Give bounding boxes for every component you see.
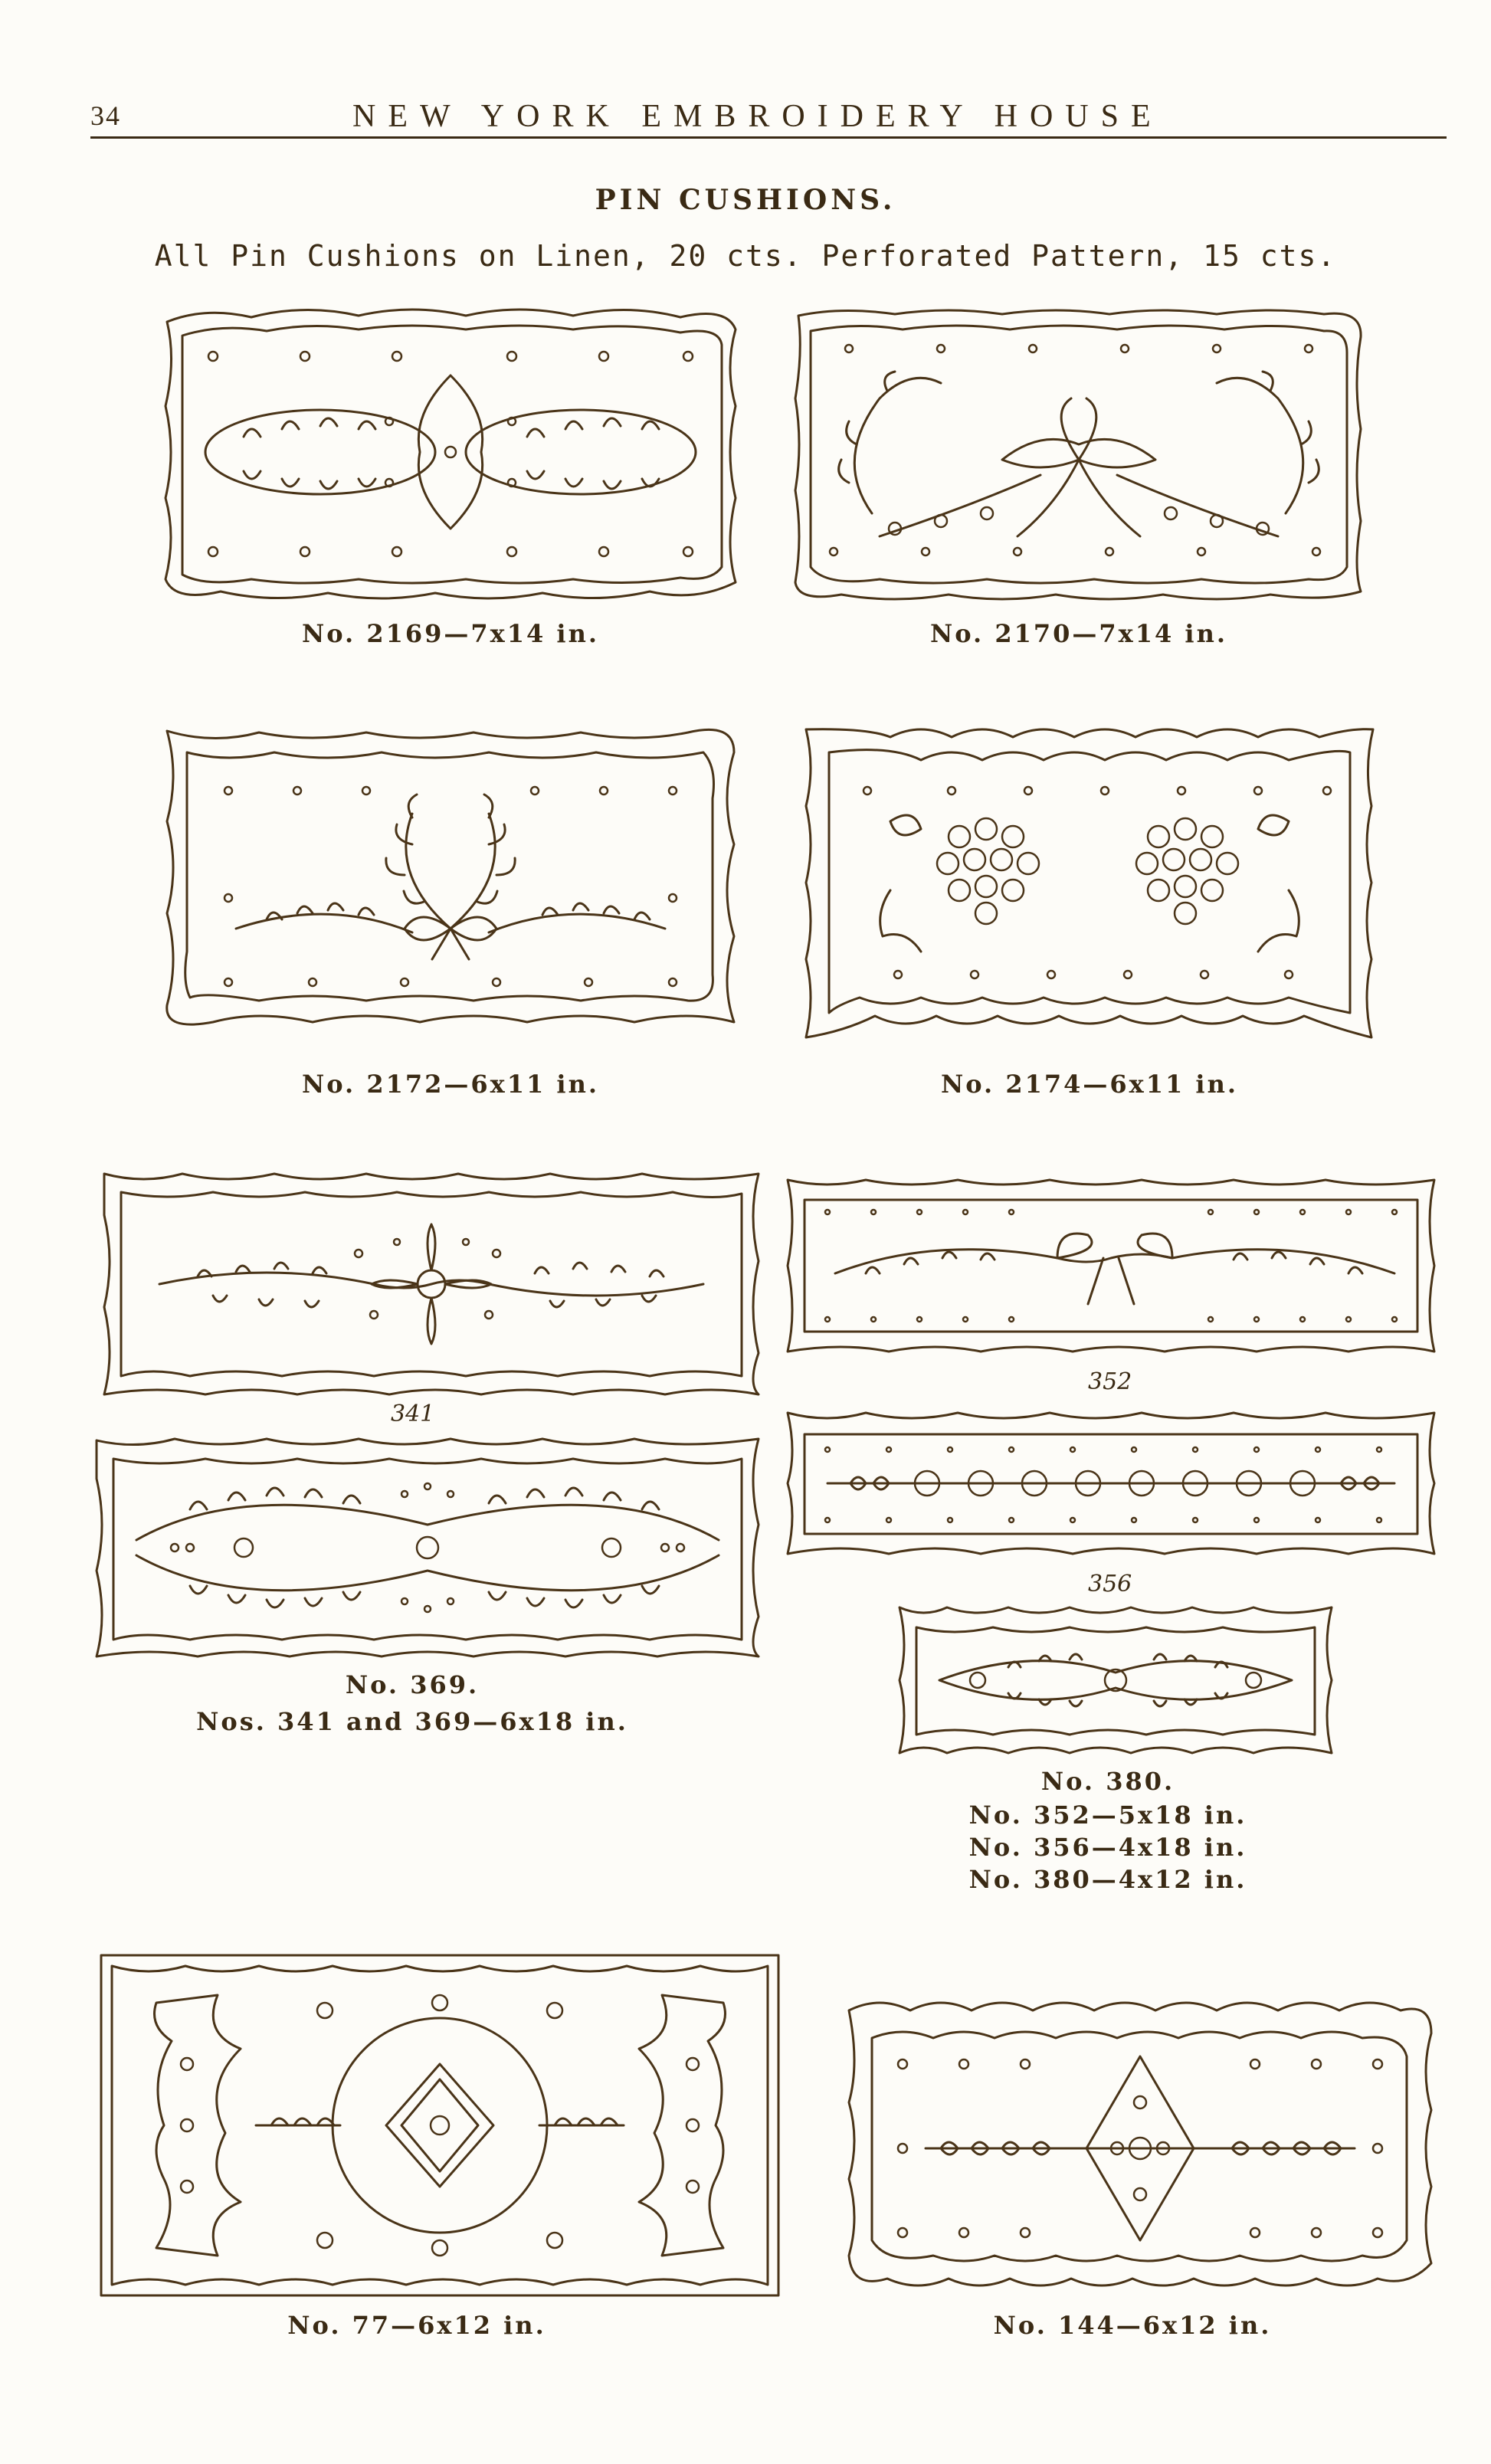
caption-2169: No. 2169—7x14 in. — [302, 619, 599, 648]
caption-369: No. 369. — [345, 1670, 480, 1699]
pattern-380 — [893, 1600, 1338, 1761]
caption-352: No. 352—5x18 in. — [968, 1800, 1247, 1830]
caption-77: No. 77—6x12 in. — [287, 2311, 546, 2340]
caption-2172: No. 2172—6x11 in. — [302, 1070, 599, 1099]
pattern-144 — [841, 1995, 1439, 2294]
header-rule — [90, 136, 1447, 139]
running-header: NEW YORK EMBROIDERY HOUSE — [352, 99, 1163, 134]
caption-2174: No. 2174—6x11 in. — [941, 1070, 1238, 1099]
handwritten-356: 356 — [1088, 1571, 1132, 1597]
pattern-356 — [782, 1407, 1440, 1560]
caption-380-size: No. 380—4x12 in. — [968, 1865, 1247, 1894]
handwritten-341: 341 — [391, 1401, 435, 1427]
caption-356: No. 356—4x18 in. — [968, 1833, 1247, 1862]
pattern-77 — [95, 1949, 785, 2302]
caption-341-369: Nos. 341 and 369—6x18 in. — [196, 1707, 628, 1736]
caption-380: No. 380. — [1040, 1767, 1175, 1796]
handwritten-352: 352 — [1088, 1368, 1132, 1395]
pattern-2174 — [798, 722, 1381, 1044]
pattern-369 — [90, 1433, 765, 1663]
page-number: 34 — [90, 100, 121, 131]
caption-144: No. 144—6x12 in. — [993, 2311, 1272, 2340]
section-title: PIN CUSHIONS. — [595, 184, 896, 216]
pattern-2169 — [159, 306, 742, 605]
pattern-2170 — [788, 306, 1370, 605]
pattern-341 — [98, 1169, 765, 1399]
pattern-352 — [782, 1174, 1440, 1358]
price-line: All Pin Cushions on Linen, 20 cts. Perforated Pattern, 15 cts. — [154, 239, 1337, 273]
caption-2170: No. 2170—7x14 in. — [930, 619, 1227, 648]
pattern-2172 — [159, 722, 742, 1036]
